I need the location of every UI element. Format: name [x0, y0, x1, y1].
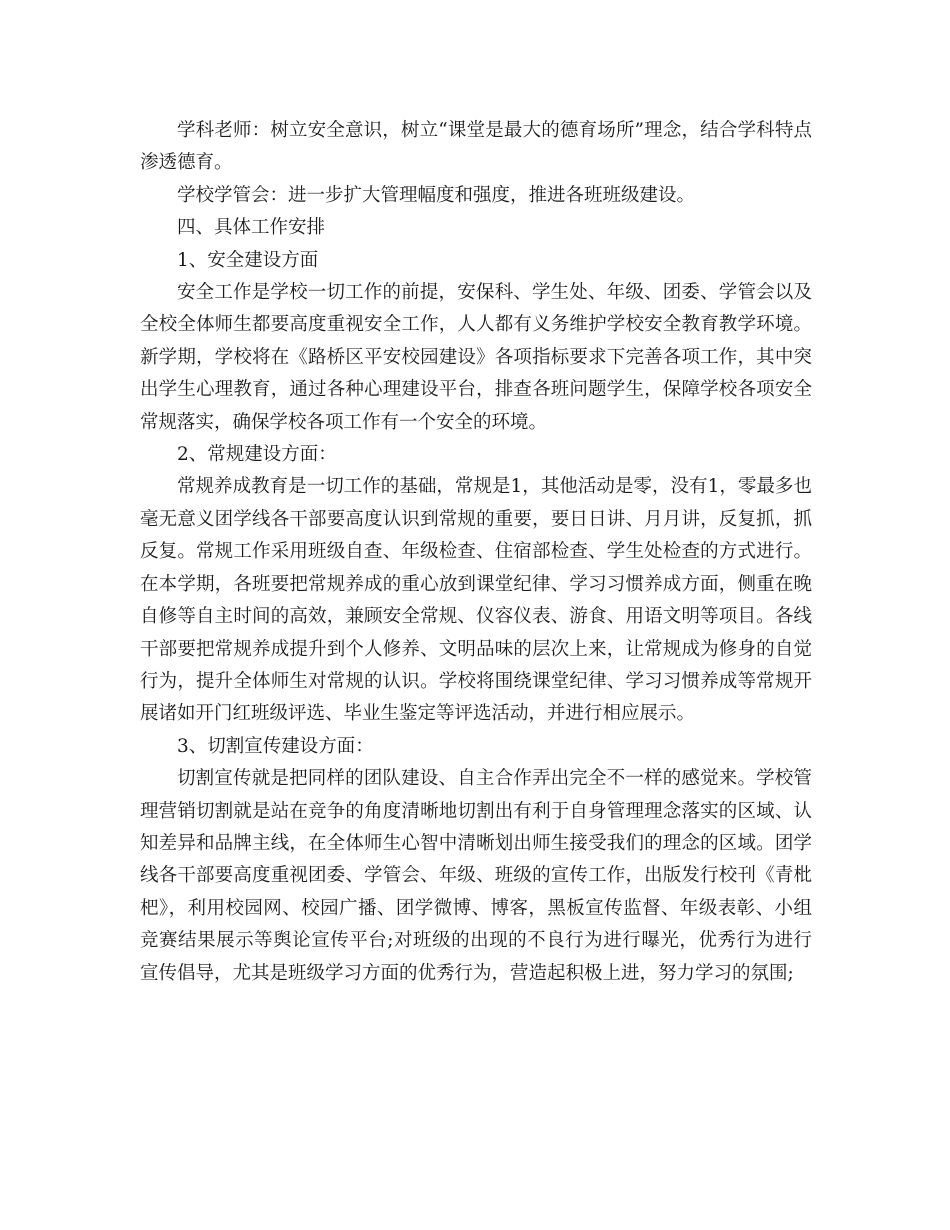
- paragraph-publicity: 切割宣传就是把同样的团队建设、自主合作弄出完全不一样的感觉来。学校管理营销切割就是站在竞争的角度清晰地切割出有利于自身管理理念落实的区域、认知差异和品牌主线，在全体师生心智中清晰划出师生接受我们的理念的区域。团学线各干部要高度重视团委、学管会、年级、班级的宣传工作，出版发行校刊《青枇杷》，利用校园网、校园广播、团学微博、博客，黑板宣传监督、年级表彰、小组竞赛结果展示等舆论宣传平台;对班级的出现的不良行为进行曝光，优秀行为进行宣传倡导，尤其是班级学习方面的优秀行为，营造起积极上进，努力学习的氛围;: [140, 768, 812, 984]
- paragraph-student-council: 学校学管会：进一步扩大管理幅度和强度，推进各班班级建设。: [177, 184, 696, 206]
- document-page: [140, 115, 812, 990]
- section-heading-work-arrangement: 四、具体工作安排: [177, 217, 326, 239]
- paragraph-safety: 安全工作是学校一切工作的前提，安保科、学生处、年级、团委、学管会以及全校全体师生都要高度重视安全工作，人人都有义务维护学校安全教育教学环境。新学期，学校将在《路桥区平安校园建设》各项指标要求下完善各项工作，其中突出学生心理教育，通过各种心理建设平台，排查各班问题学生，保障学校各项安全常规落实，确保学校各项工作有一个安全的环境。: [140, 282, 812, 433]
- subheading-publicity: 3、切割宣传建设方面：: [177, 735, 374, 757]
- paragraph-subject-teachers: 学科老师：树立安全意识，树立“课堂是最大的德育场所”理念，结合学科特点渗透德育。: [140, 120, 812, 174]
- subheading-routine: 2、常规建设方面：: [177, 444, 337, 466]
- paragraph-routine: 常规养成教育是一切工作的基础，常规是1，其他活动是零，没有1，零最多也毫无意义团学线各干部要高度认识到常规的重要，要日日讲、月月讲，反复抓，抓反复。常规工作采用班级自查、年级检查、住宿部检查、学生处检查的方式进行。在本学期，各班要把常规养成的重心放到课堂纪律、学习习惯养成方面，侧重在晚自修等自主时间的高效，兼顾安全常规、仪容仪表、游食、用语文明等项目。各线干部要把常规养成提升到个人修养、文明品味的层次上来，让常规成为修身的自觉行为，提升全体师生对常规的认识。学校将围绕课堂纪律、学习习惯养成等常规开展诸如开门红班级评选、毕业生鉴定等评选活动，并进行相应展示。: [140, 476, 812, 725]
- subheading-safety: 1、安全建设方面: [177, 249, 319, 271]
